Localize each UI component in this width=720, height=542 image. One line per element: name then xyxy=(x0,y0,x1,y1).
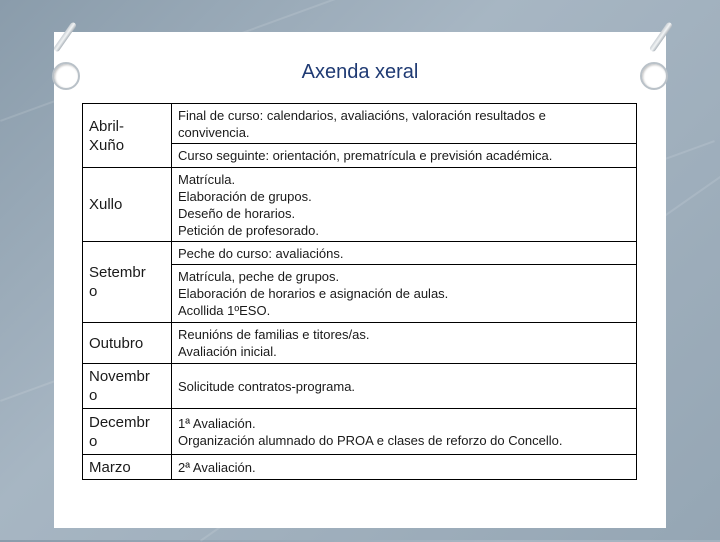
month-cell: Decembr o xyxy=(83,409,172,455)
description-cell: 1ª Avaliación. Organización alumnado do PROA e clases de reforzo do Concello. xyxy=(172,409,637,455)
month-cell: Abril- Xuño xyxy=(83,104,172,168)
description-cell: Matrícula. Elaboración de grupos. Deseño de horarios. Petición de profesorado. xyxy=(172,168,637,242)
month-cell: Outubro xyxy=(83,323,172,364)
description-cell: Peche do curso: avaliacións. xyxy=(172,242,637,265)
description-cell: Solicitude contratos-programa. xyxy=(172,364,637,409)
page-title: Axenda xeral xyxy=(301,61,419,83)
agenda-table xyxy=(82,103,637,480)
table-row xyxy=(83,242,637,265)
description-cell: Curso seguinte: orientación, prematrícula e previsión académica. xyxy=(172,144,637,168)
table-row xyxy=(83,409,637,455)
table-row xyxy=(83,323,637,364)
description-cell: Matrícula, peche de grupos. Elaboración de horarios e asignación de aulas. Acollida 1ºESO. xyxy=(172,265,637,323)
table-row xyxy=(83,364,637,409)
month-cell: Marzo xyxy=(83,455,172,480)
month-cell: Xullo xyxy=(83,168,172,242)
description-cell: Reunións de familias e titores/as. Avaliación inicial. xyxy=(172,323,637,364)
month-cell: Setembr o xyxy=(83,242,172,323)
description-cell: 2ª Avaliación. xyxy=(172,455,637,480)
table-row xyxy=(83,168,637,242)
table-row xyxy=(83,455,637,480)
description-cell: Final de curso: calendarios, avaliacións, valoración resultados e convivencia. xyxy=(172,104,637,144)
table-row xyxy=(83,104,637,144)
month-cell: Novembr o xyxy=(83,364,172,409)
